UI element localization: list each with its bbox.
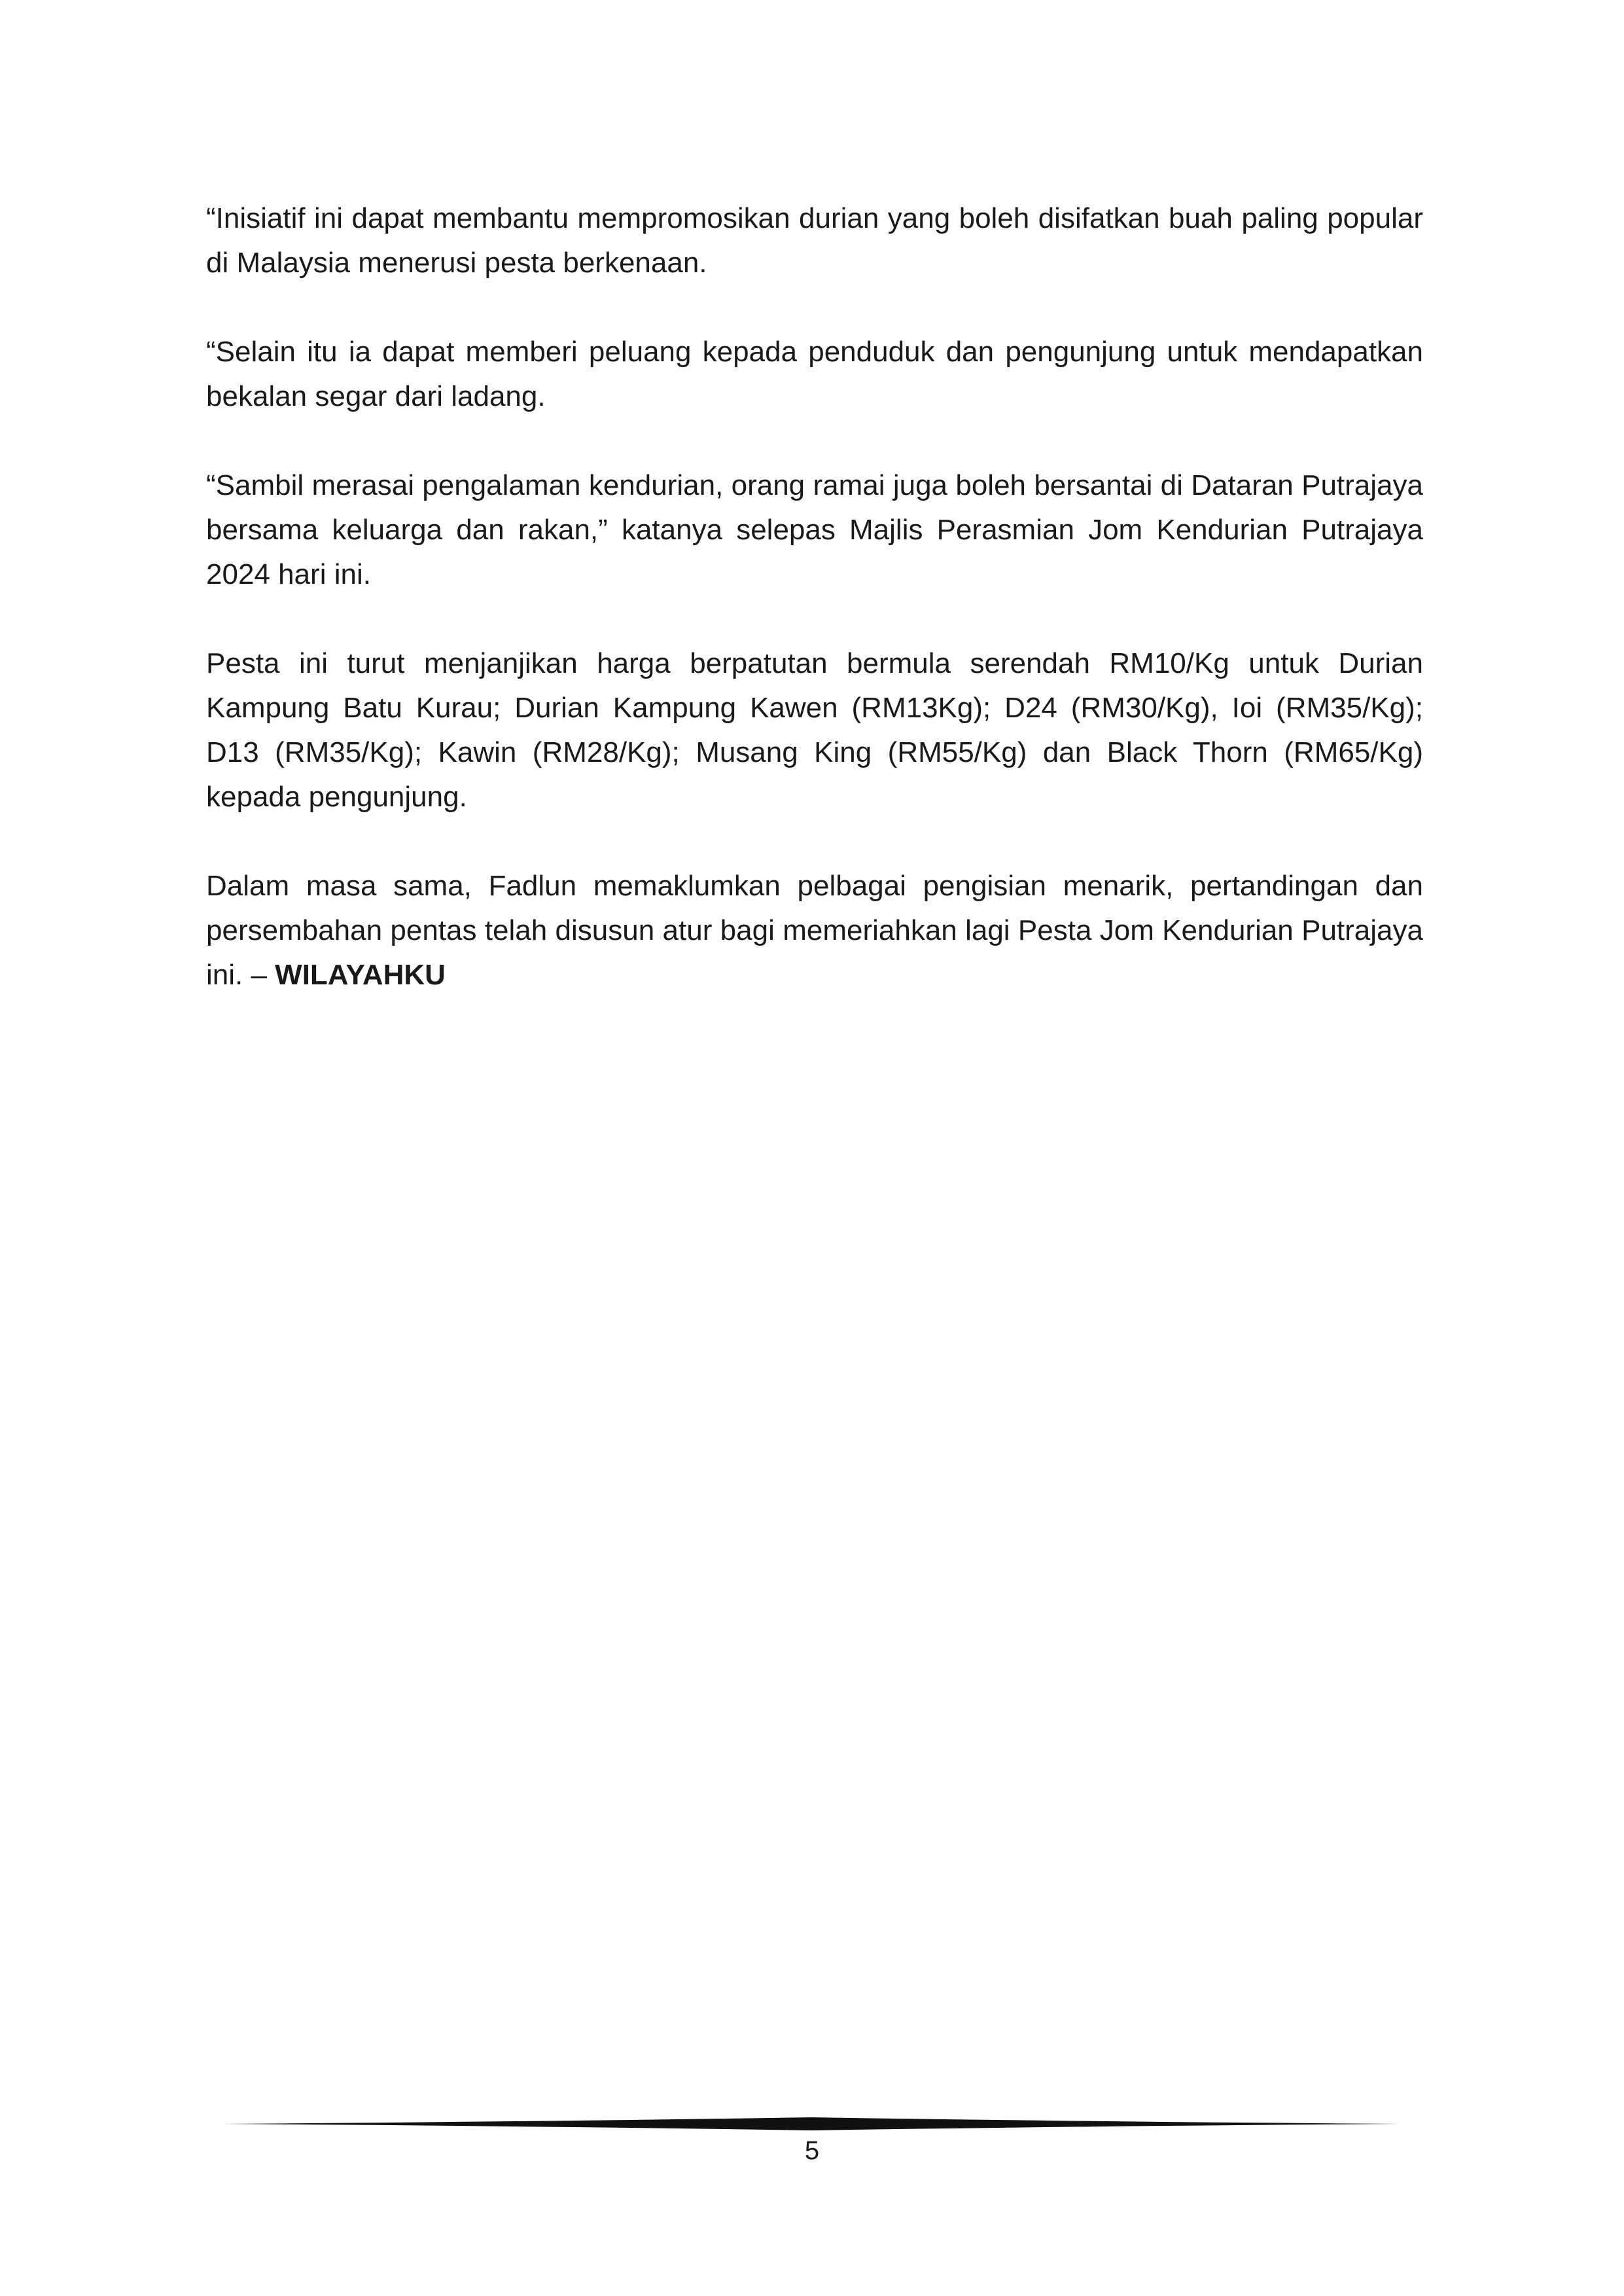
source-credit: WILAYAHKU [275, 959, 446, 991]
closing-text: Dalam masa sama, Fadlun memaklumkan pelbagai pengisian menarik, pertandingan dan persembahan pentas telah disusun atur bagi memeriahkan lagi Pesta Jom Kendurian Putrajaya ini. – [206, 870, 1423, 991]
paragraph-3: “Sambil merasai pengalaman kendurian, orang ramai juga boleh bersantai di Dataran Putrajaya bersama keluarga dan rakan,” katanya selepas Majlis Perasmian Jom Kendurian Putrajaya 2024 hari ini. [206, 469, 1423, 590]
paragraph-closing [206, 864, 1423, 997]
footer-divider [222, 2114, 1400, 2134]
page-number: 5 [804, 2136, 820, 2165]
paragraph-2: “Selain itu ia dapat memberi peluang kepada penduduk dan pengunjung untuk mendapatkan bekalan segar dari ladang. [206, 336, 1423, 412]
paragraph-4: Pesta ini turut menjanjikan harga berpatutan bermula serendah RM10/Kg untuk Durian Kampung Batu Kurau; Durian Kampung Kawen (RM13Kg); D24 (RM30/Kg), Ioi (RM35/Kg); D13 (RM35/Kg); Kawin (RM28/Kg); Musang King (RM55/Kg) dan Black Thorn (RM65/Kg) kepada pengunjung. [206, 647, 1423, 813]
paragraph-1: “Inisiatif ini dapat membantu mempromosikan durian yang boleh disifatkan buah paling popular di Malaysia menerusi pesta berkenaan. [206, 202, 1423, 279]
article-body [206, 196, 1423, 1042]
